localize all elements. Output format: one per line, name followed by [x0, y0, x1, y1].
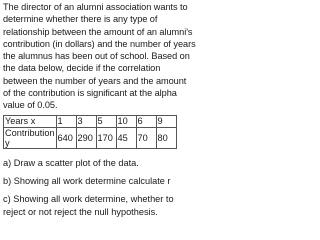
contribution-cell: 290: [76, 127, 96, 148]
years-cell: 6: [136, 115, 156, 127]
table-row-contribution: [4, 127, 177, 148]
contribution-cell: 45: [116, 127, 136, 148]
question-a: a) Draw a scatter plot of the data.: [3, 157, 139, 168]
years-cell: 9: [156, 115, 176, 127]
questions-list: [3, 157, 198, 218]
contribution-cell: 80: [156, 127, 176, 148]
problem-page: [3, 1, 198, 224]
row-header-contribution: Contribution y: [5, 127, 55, 148]
years-cell: 5: [96, 115, 116, 127]
contribution-cell: 170: [96, 127, 116, 148]
years-cell: 3: [76, 115, 96, 127]
row-header-years: Years x: [4, 115, 57, 127]
question-b: b) Showing all work determine calculate r: [3, 175, 171, 186]
table-row-years: [4, 115, 177, 127]
years-cell: 1: [56, 115, 76, 127]
contribution-cell: 70: [136, 127, 156, 148]
years-cell: 10: [116, 115, 136, 127]
question-c: c) Showing all work determine, whether to reject or not reject the null hypothesis.: [3, 194, 174, 217]
contribution-cell: 640: [56, 127, 76, 148]
problem-statement: The director of an alumni association wants to determine whether there is any type of relationship between the amount of an alumni's contribution (in dollars) and the number of years the alumnus has been out of school. Based on the data below, decide if the correlation between the number of years and the amount of the contribution is significant at the alpha value of 0.05.: [3, 2, 196, 111]
data-table: [3, 115, 177, 149]
